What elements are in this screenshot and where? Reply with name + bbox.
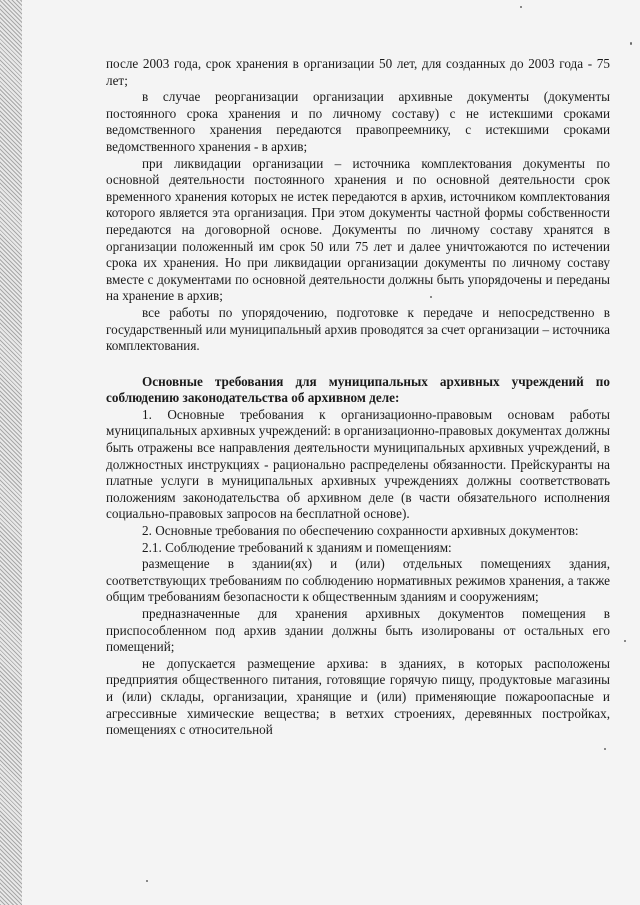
- paragraph-requirement-2: 2. Основные требования по обеспечению сохранности архивных документов:: [142, 523, 579, 539]
- paragraph-placement: размещение в здании(ях) и (или) отдельных помещениях здания, соответствующих требованиям по соблюдению нормативных режимов хранения, а также общим требованиям безопасности к общественным зданиям и сооружениям;: [106, 556, 610, 605]
- paragraph-liquidation: при ликвидации организации – источника комплектования документы по основной деятельности постоянного хранения и по основной деятельности срок временного хранения которых не истек передаются в архив, источником комплектования которого является эта организация. При этом документы частной формы собственности передаются на договорной основе. Документы по личному составу хранятся в организации положенный им срок 50 или 75 лет и далее уничтожаются по истечении срока их хранения. Но при ликвидации организации документы по личному составу вместе с документами по основной деятельности должны быть упорядочены и переданы на хранение в архив;: [106, 155, 610, 304]
- document-page: [106, 56, 610, 739]
- paragraph-works-funding: все работы по упорядочению, подготовке к передаче и непосредственно в государственный или муниципальный архив проводятся за счет организации – источника комплектования.: [106, 304, 610, 354]
- paragraph-reorganization: в случае реорганизации организации архивные документы (документы постоянного срока хранения и по личному составу) с не истекшими сроками ведомственного хранения передаются правопреемнику, с истекшими сроками ведомственного хранения - в архив;: [106, 89, 610, 154]
- paragraph-prohibited-placement: не допускается размещение архива: в зданиях, в которых расположены предприятия общественного питания, готовящие горячую пищу, продуктовые магазины и (или) склады, организации, хранящие и (или) применяющие пожароопасные и агрессивные химические вещества; в ветхих строениях, деревянных постройках, помещениях с относительной: [106, 655, 610, 738]
- scan-edge-artifact: [0, 0, 22, 905]
- paragraph-retention-period: после 2003 года, срок хранения в организации 50 лет, для созданных до 2003 года - 75 лет;: [106, 56, 610, 88]
- paragraph-isolation: предназначенные для хранения архивных документов помещения в приспособленном под архив здании должны быть изолированы от остальных его помещений;: [106, 606, 610, 655]
- section-heading: Основные требования для муниципальных архивных учреждений по соблюдению законодательства об архивном деле:: [106, 373, 610, 406]
- paragraph-requirement-1: 1. Основные требования к организационно-правовым основам работы муниципальных архивных учреждений: в организационно-правовых документах должны быть отражены все направления деятельности муниципальных архивных учреждений, в должностных инструкциях - рационально распределены обязанности. Прейскуранты на платные услуги в муниципальных архивных учреждениях должны соответствовать положениям законодательства об архивном деле (в части обязательного исполнения социально-правовых запросов на бесплатной основе).: [106, 406, 610, 522]
- paragraph-requirement-2-1: 2.1. Соблюдение требований к зданиям и помещениям:: [142, 539, 452, 555]
